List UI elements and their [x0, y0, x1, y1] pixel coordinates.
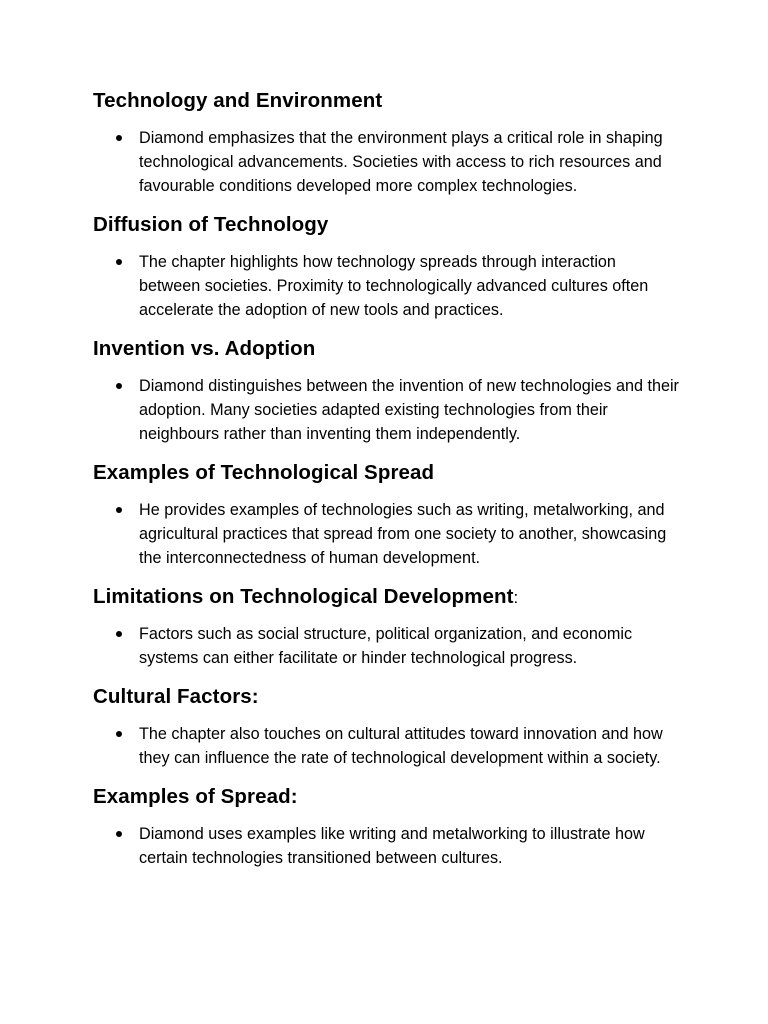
heading-text: Technology and Environment	[93, 89, 383, 112]
section-heading	[93, 460, 693, 486]
heading-text: Limitations on Technological Development	[93, 585, 514, 608]
heading-text: Examples of Technological Spread	[93, 461, 435, 484]
section-heading	[93, 88, 693, 114]
section-cultural-factors	[93, 684, 693, 770]
bullet-list	[93, 722, 693, 770]
bullet-item	[93, 622, 679, 670]
bullet-item	[93, 498, 679, 570]
bullet-dot-icon	[116, 631, 122, 637]
bullet-text: The chapter also touches on cultural attitudes toward innovation and how they can influence the rate of technological development within a society.	[139, 725, 663, 767]
bullet-dot-icon	[116, 135, 122, 141]
bullet-item	[93, 822, 679, 870]
section-diffusion-of-technology	[93, 212, 693, 322]
bullet-dot-icon	[116, 259, 122, 265]
section-heading	[93, 212, 693, 238]
bullet-item	[93, 374, 679, 446]
bullet-text: Factors such as social structure, political organization, and economic systems can either facilitate or hinder technological progress.	[139, 625, 633, 667]
section-heading	[93, 336, 693, 362]
bullet-dot-icon	[116, 383, 122, 389]
bullet-list	[93, 822, 693, 870]
heading-text: Diffusion of Technology	[93, 213, 329, 236]
bullet-text: The chapter highlights how technology spreads through interaction between societies. Proximity to technologically advanced cultures often accelerate the adoption of new tools and practices.	[139, 253, 649, 319]
section-heading	[93, 684, 693, 710]
bullet-dot-icon	[116, 731, 122, 737]
bullet-dot-icon	[116, 507, 122, 513]
bullet-list	[93, 126, 693, 198]
bullet-dot-icon	[116, 831, 122, 837]
section-technology-and-environment	[93, 88, 693, 198]
document-page	[93, 88, 693, 870]
bullet-text: Diamond distinguishes between the invention of new technologies and their adoption. Many societies adapted existing technologies from their neighbours rather than inventing them independently.	[139, 377, 679, 443]
heading-text: Invention vs. Adoption	[93, 337, 316, 360]
section-heading	[93, 584, 693, 610]
section-examples-of-spread	[93, 784, 693, 870]
bullet-list	[93, 622, 693, 670]
bullet-text: He provides examples of technologies such as writing, metalworking, and agricultural practices that spread from one society to another, showcasing the interconnectedness of human development.	[139, 501, 667, 567]
bullet-list	[93, 250, 693, 322]
bullet-text: Diamond emphasizes that the environment plays a critical role in shaping technological advancements. Societies with access to rich resources and favourable conditions developed more complex technologies.	[139, 129, 663, 195]
section-examples-of-technological-spread	[93, 460, 693, 570]
section-heading	[93, 784, 693, 810]
heading-text: Cultural Factors:	[93, 685, 259, 708]
section-limitations-on-technological-development	[93, 584, 693, 670]
bullet-list	[93, 374, 693, 446]
bullet-item	[93, 126, 679, 198]
bullet-item	[93, 722, 679, 770]
bullet-list	[93, 498, 693, 570]
bullet-text: Diamond uses examples like writing and metalworking to illustrate how certain technologies transitioned between cultures.	[139, 825, 645, 867]
heading-text: Examples of Spread:	[93, 785, 298, 808]
heading-suffix: :	[513, 588, 519, 607]
bullet-item	[93, 250, 679, 322]
section-invention-vs-adoption	[93, 336, 693, 446]
